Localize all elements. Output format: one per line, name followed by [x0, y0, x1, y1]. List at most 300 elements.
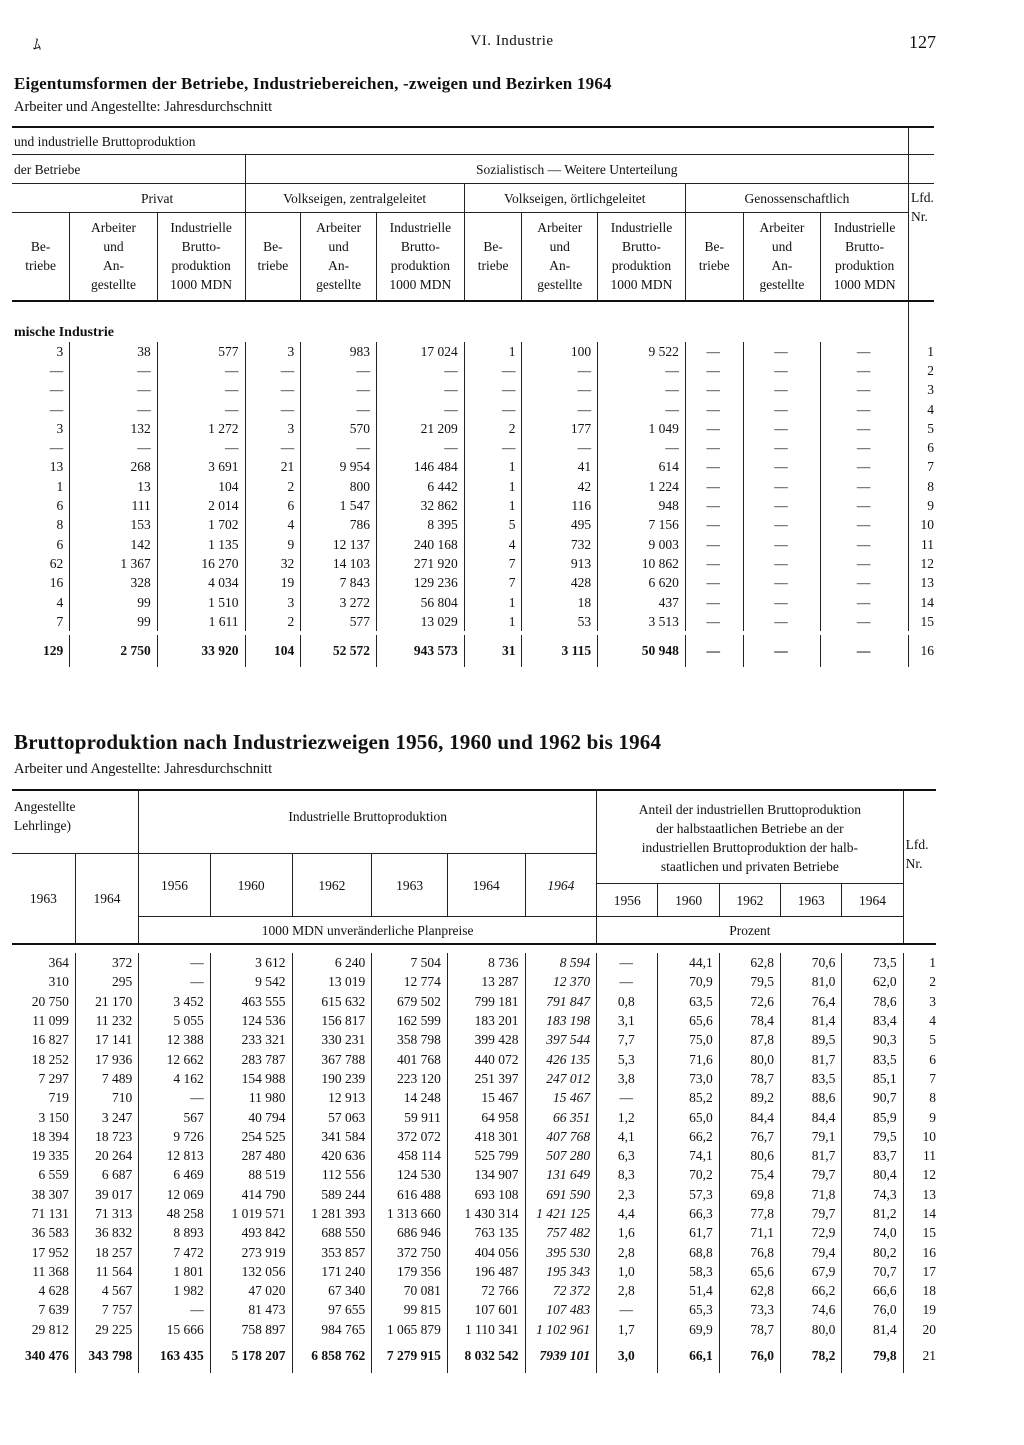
table-cell: 61,7 — [658, 1223, 719, 1242]
table-cell: 62,8 — [719, 1281, 780, 1300]
table-cell: 2,8 — [597, 1242, 658, 1261]
table-cell: 104 — [245, 635, 301, 667]
table-cell: 89,5 — [781, 1030, 842, 1049]
table-cell: — — [685, 534, 743, 553]
table-cell: 59 911 — [372, 1107, 448, 1126]
table-cell: 84,4 — [719, 1107, 780, 1126]
table-cell: 78,4 — [719, 1011, 780, 1030]
table-cell: 21 170 — [75, 992, 138, 1011]
table2-mid-year-1964b: 1964 — [525, 854, 597, 917]
table-row — [12, 1127, 936, 1146]
table-cell: — — [821, 477, 909, 496]
lfd-cell: 21 — [903, 1339, 936, 1373]
table-cell: 3 513 — [598, 612, 686, 631]
table-cell: 397 544 — [525, 1030, 597, 1049]
table-cell: — — [49, 382, 64, 398]
table-cell: — — [743, 380, 821, 399]
table-cell: — — [376, 438, 464, 457]
table-cell: — — [743, 399, 821, 418]
table-cell: 9 — [245, 534, 301, 553]
table-cell: 6 620 — [598, 573, 686, 592]
table-cell: — — [821, 399, 909, 418]
table-row — [12, 1107, 936, 1126]
table-cell: 1 367 — [70, 554, 158, 573]
lfd-cell: 1 — [909, 342, 934, 361]
table-cell: 420 636 — [292, 1146, 372, 1165]
table-cell: — — [301, 380, 377, 399]
table-cell: 8 032 542 — [447, 1339, 525, 1373]
table-cell: 14 103 — [301, 554, 377, 573]
table-cell: 4 567 — [75, 1281, 138, 1300]
table-cell: 83,7 — [842, 1146, 903, 1165]
table-cell: 5 055 — [139, 1011, 211, 1030]
table-cell: 196 487 — [447, 1262, 525, 1281]
table-cell: 414 790 — [210, 1185, 292, 1204]
table-cell: 3 — [56, 420, 64, 436]
table-cell: 418 301 — [447, 1127, 525, 1146]
table-cell: 7 156 — [598, 515, 686, 534]
table-cell: 3 612 — [210, 953, 292, 972]
table-cell: — — [685, 612, 743, 631]
table-cell: — — [685, 457, 743, 476]
table-cell: 732 — [522, 534, 598, 553]
table-cell: 73,5 — [842, 953, 903, 972]
table-cell: 70,7 — [842, 1262, 903, 1281]
table2-right-year-1963: 1963 — [781, 884, 842, 917]
table-cell: 134 907 — [447, 1165, 525, 1184]
lfd-cell: 14 — [903, 1204, 936, 1223]
table-cell: 9 954 — [301, 457, 377, 476]
table-cell: 84,4 — [781, 1107, 842, 1126]
table-cell: — — [821, 457, 909, 476]
table-cell: — — [821, 342, 909, 361]
table-cell: 79,8 — [842, 1339, 903, 1373]
table-cell: 36 583 — [31, 1225, 69, 1241]
table-cell: 7 472 — [139, 1242, 211, 1261]
table-cell: 1,6 — [597, 1223, 658, 1242]
table-cell: 12 137 — [301, 534, 377, 553]
table-cell: 372 750 — [372, 1242, 448, 1261]
table-cell: 112 556 — [292, 1165, 372, 1184]
table2-units-right: Prozent — [597, 917, 904, 945]
table-cell: 183 201 — [447, 1011, 525, 1030]
table-cell: 223 120 — [372, 1069, 448, 1088]
table-cell: 62 — [49, 555, 64, 571]
table-row — [12, 1281, 936, 1300]
table-cell: — — [685, 477, 743, 496]
table-cell: 190 239 — [292, 1069, 372, 1088]
table-cell: 577 — [301, 612, 377, 631]
table-cell: 310 — [48, 974, 69, 990]
table-cell: 177 — [522, 419, 598, 438]
table-cell: 67 340 — [292, 1281, 372, 1300]
table-cell: 6 — [56, 498, 64, 514]
table-cell: 100 — [522, 342, 598, 361]
table-cell: 13 — [49, 459, 64, 475]
table-cell: 131 649 — [525, 1165, 597, 1184]
lfd-cell: 10 — [903, 1127, 936, 1146]
table-cell: 8 594 — [525, 953, 597, 972]
table-cell: 107 601 — [447, 1300, 525, 1319]
table-cell: 4 — [464, 534, 522, 553]
table1-group-privat: Privat — [140, 190, 174, 206]
table-cell: 12 370 — [525, 972, 597, 991]
table-cell: — — [821, 612, 909, 631]
table-cell: 76,0 — [842, 1300, 903, 1319]
lfd-cell: 14 — [909, 592, 934, 611]
table-cell: 2 014 — [157, 496, 245, 515]
table-cell: 80,2 — [842, 1242, 903, 1261]
table-cell: 3 — [245, 342, 301, 361]
table-cell: 66,3 — [658, 1204, 719, 1223]
table-cell: 32 862 — [376, 496, 464, 515]
table-cell: 116 — [522, 496, 598, 515]
table-cell: 18 257 — [75, 1242, 138, 1261]
table-cell: 79,7 — [781, 1204, 842, 1223]
table-cell: — — [464, 380, 522, 399]
table-cell: 763 135 — [447, 1223, 525, 1242]
table-cell: 614 — [598, 457, 686, 476]
table-cell: 6 240 — [292, 953, 372, 972]
table-cell: 800 — [301, 477, 377, 496]
table-cell: 154 988 — [210, 1069, 292, 1088]
table-cell: 353 857 — [292, 1242, 372, 1261]
table-cell: 1 — [464, 342, 522, 361]
table1-colhead-privat-ind: Industrielle Brutto- produktion 1000 MDN — [157, 213, 245, 301]
table-cell: 3 691 — [157, 457, 245, 476]
table-cell: 7 — [464, 554, 522, 573]
table-cell: 18 252 — [31, 1051, 69, 1067]
table2-right-year-1956: 1956 — [597, 884, 658, 917]
table-cell: 9 003 — [598, 534, 686, 553]
table-cell: — — [598, 399, 686, 418]
table-cell: — — [821, 380, 909, 399]
table-cell: 6 — [245, 496, 301, 515]
table-cell: 6,3 — [597, 1146, 658, 1165]
table-cell: 78,7 — [719, 1069, 780, 1088]
table-cell: — — [597, 953, 658, 972]
table-cell: 124 530 — [372, 1165, 448, 1184]
lfd-cell: 5 — [909, 419, 934, 438]
table-cell: 615 632 — [292, 992, 372, 1011]
table-cell: 401 768 — [372, 1049, 448, 1068]
table-cell: 8,3 — [597, 1165, 658, 1184]
table-cell: 79,7 — [781, 1165, 842, 1184]
table-cell: 11 232 — [75, 1011, 138, 1030]
table-cell: 73,0 — [658, 1069, 719, 1088]
table-cell: 4,4 — [597, 1204, 658, 1223]
table-cell: 19 — [245, 573, 301, 592]
table-cell: 8 736 — [447, 953, 525, 972]
table-cell: 80,0 — [781, 1320, 842, 1339]
table-cell: — — [70, 438, 158, 457]
table-cell: 29 225 — [75, 1320, 138, 1339]
table-cell: — — [685, 496, 743, 515]
lfd-cell: 11 — [903, 1146, 936, 1165]
table-cell: — — [139, 972, 211, 991]
table-cell: 57 063 — [292, 1107, 372, 1126]
table-cell: — — [522, 361, 598, 380]
table-cell: 340 476 — [24, 1348, 69, 1364]
table-cell: 3 150 — [38, 1109, 69, 1125]
table1 — [12, 126, 934, 667]
table-cell: 40 794 — [210, 1107, 292, 1126]
table-cell: 3 247 — [75, 1107, 138, 1126]
table-cell: 129 236 — [376, 573, 464, 592]
table-cell: — — [685, 380, 743, 399]
table-cell: 78,2 — [781, 1339, 842, 1373]
table1-lfd-header: Lfd. Nr. — [909, 184, 934, 301]
table-cell: 90,3 — [842, 1030, 903, 1049]
table2-right-year-1962: 1962 — [719, 884, 780, 917]
table2-lfd-header: Lfd. Nr. — [903, 790, 936, 917]
table-cell: 367 788 — [292, 1049, 372, 1068]
table-cell: 179 356 — [372, 1262, 448, 1281]
table-cell: 11 564 — [75, 1262, 138, 1281]
table-cell: — — [743, 457, 821, 476]
table-cell: 48 258 — [139, 1204, 211, 1223]
lfd-cell: 18 — [903, 1281, 936, 1300]
table-cell: — — [139, 1300, 211, 1319]
table-cell: 67,9 — [781, 1262, 842, 1281]
table-cell: — — [821, 592, 909, 611]
table-cell: 3,1 — [597, 1011, 658, 1030]
table-cell: — — [376, 361, 464, 380]
table-cell: 65,3 — [658, 1300, 719, 1319]
table-cell: 1,7 — [597, 1320, 658, 1339]
table-cell: 4 — [245, 515, 301, 534]
table-cell: 1 313 660 — [372, 1204, 448, 1223]
table-cell: 12 913 — [292, 1088, 372, 1107]
table-cell: 426 135 — [525, 1049, 597, 1068]
table-cell: 12 069 — [139, 1185, 211, 1204]
table-cell: 13 287 — [447, 972, 525, 991]
table-cell: 81,7 — [781, 1049, 842, 1068]
table-cell: 343 798 — [75, 1339, 138, 1373]
lfd-cell: 16 — [909, 635, 934, 667]
table-cell: 66,1 — [658, 1339, 719, 1373]
table-cell: 3 272 — [301, 592, 377, 611]
table-cell: 710 — [75, 1088, 138, 1107]
table-cell: 6 687 — [75, 1165, 138, 1184]
table1-colhead-genossen-betriebe: Be- triebe — [685, 213, 743, 301]
table-cell: 81,0 — [781, 972, 842, 991]
table-cell: — — [49, 440, 64, 456]
table-cell: 11 368 — [32, 1263, 69, 1279]
table-cell: 66 351 — [525, 1107, 597, 1126]
table-cell: 32 — [245, 554, 301, 573]
table-cell: — — [49, 362, 64, 378]
table-row — [12, 612, 934, 631]
table-cell: — — [685, 399, 743, 418]
table-cell: 1 510 — [157, 592, 245, 611]
table-cell: 142 — [70, 534, 158, 553]
table-cell: 3,8 — [597, 1069, 658, 1088]
table-cell: 240 168 — [376, 534, 464, 553]
lfd-cell: 3 — [903, 992, 936, 1011]
table-cell: 570 — [301, 419, 377, 438]
table-cell: 6 442 — [376, 477, 464, 496]
table-cell: 17 024 — [376, 342, 464, 361]
table2-ind-brutto: Industrielle Bruttoproduktion — [139, 790, 597, 854]
table-cell: 79,5 — [842, 1127, 903, 1146]
table-cell: — — [376, 380, 464, 399]
table-cell: 76,8 — [719, 1242, 780, 1261]
table2-mid-year-1960: 1960 — [210, 854, 292, 917]
table-cell: — — [597, 1300, 658, 1319]
table-cell: 81,4 — [781, 1011, 842, 1030]
table1-colhead-oertlich-arbeiter: Arbeiter und An- gestellte — [522, 213, 598, 301]
table-cell: — — [685, 361, 743, 380]
table-cell: 65,0 — [658, 1107, 719, 1126]
table-cell: 247 012 — [525, 1069, 597, 1088]
table-cell: 74,1 — [658, 1146, 719, 1165]
table2-title: Bruttoproduktion nach Industriezweigen 1956, 1960 und 1962 bis 1964 — [14, 730, 662, 754]
table-cell: 525 799 — [447, 1146, 525, 1165]
table-cell: — — [743, 361, 821, 380]
table-cell: 65,6 — [719, 1262, 780, 1281]
table-cell: — — [597, 1088, 658, 1107]
table-cell: 195 343 — [525, 1262, 597, 1281]
table-cell: — — [685, 635, 743, 667]
table-cell: 2 — [245, 612, 301, 631]
table-cell: — — [685, 419, 743, 438]
table-cell: 99 — [70, 592, 158, 611]
table-cell: 7 489 — [75, 1069, 138, 1088]
table-cell: 85,2 — [658, 1088, 719, 1107]
table-cell: 428 — [522, 573, 598, 592]
table-cell: 71,1 — [719, 1223, 780, 1242]
table-cell: 437 — [598, 592, 686, 611]
table-cell: 2 — [245, 477, 301, 496]
table-cell: 183 198 — [525, 1011, 597, 1030]
table-row — [12, 1088, 936, 1107]
table-cell: 283 787 — [210, 1049, 292, 1068]
table-cell: 51,4 — [658, 1281, 719, 1300]
table-cell: — — [301, 399, 377, 418]
table-cell: 83,4 — [842, 1011, 903, 1030]
table2 — [12, 789, 936, 1373]
table-row — [12, 361, 934, 380]
table-cell: — — [301, 361, 377, 380]
table-cell: 7 757 — [75, 1300, 138, 1319]
table-row — [12, 1069, 936, 1088]
table-cell: 62,8 — [719, 953, 780, 972]
table-cell: 36 832 — [75, 1223, 138, 1242]
table-cell: 80,0 — [719, 1049, 780, 1068]
table-row — [12, 457, 934, 476]
lfd-cell: 20 — [903, 1320, 936, 1339]
table-cell: 254 525 — [210, 1127, 292, 1146]
table-cell: — — [743, 477, 821, 496]
table1-title: Eigentumsformen der Betriebe, Industriebereichen, -zweigen und Bezirken 1964 — [14, 74, 612, 93]
table-cell: 3 — [245, 592, 301, 611]
lfd-cell: 6 — [909, 438, 934, 457]
table-cell: 132 — [70, 419, 158, 438]
table-cell: 21 209 — [376, 419, 464, 438]
table-cell: — — [821, 438, 909, 457]
table2-mid-year-1963: 1963 — [372, 854, 448, 917]
table-cell: 33 920 — [157, 635, 245, 667]
table-cell: 57,3 — [658, 1185, 719, 1204]
table-cell: 5 — [464, 515, 522, 534]
table-cell: 1 135 — [157, 534, 245, 553]
table-cell: 171 240 — [292, 1262, 372, 1281]
table-cell: — — [464, 438, 522, 457]
table-cell: — — [743, 554, 821, 573]
corner-mark: ﾑ — [33, 37, 42, 54]
table-cell: — — [245, 399, 301, 418]
table-cell: 679 502 — [372, 992, 448, 1011]
table1-group-genossen: Genossenschaftlich — [685, 184, 908, 213]
table-cell: 1 — [464, 477, 522, 496]
lfd-cell: 9 — [903, 1107, 936, 1126]
table1-colhead-genossen-ind: Industrielle Brutto- produktion 1000 MDN — [821, 213, 909, 301]
table-cell: 11 980 — [210, 1088, 292, 1107]
table-cell: 12 662 — [139, 1049, 211, 1068]
table-cell: 3 — [56, 343, 64, 359]
table-cell: 8 395 — [376, 515, 464, 534]
table-cell: 7 297 — [38, 1070, 69, 1086]
table-cell: 2,8 — [597, 1281, 658, 1300]
table-cell: — — [157, 361, 245, 380]
table-cell: — — [376, 399, 464, 418]
table-cell: 31 — [464, 635, 522, 667]
table-cell: — — [743, 515, 821, 534]
table-cell: 15 467 — [447, 1088, 525, 1107]
table-cell: 74,3 — [842, 1185, 903, 1204]
table-cell: 71 313 — [75, 1204, 138, 1223]
table-cell: — — [743, 534, 821, 553]
table-cell: — — [743, 342, 821, 361]
table-cell: 1 611 — [157, 612, 245, 631]
table-row — [12, 515, 934, 534]
table-cell: 15 666 — [139, 1320, 211, 1339]
table-cell: 74,0 — [842, 1223, 903, 1242]
table-cell: — — [743, 592, 821, 611]
table-cell: 719 — [48, 1090, 69, 1106]
table-cell: 17 141 — [75, 1030, 138, 1049]
table1-colhead-oertlich-betriebe: Be- triebe — [464, 213, 522, 301]
table-cell: — — [157, 438, 245, 457]
table-cell: 691 590 — [525, 1185, 597, 1204]
table-cell: 12 813 — [139, 1146, 211, 1165]
lfd-cell: 8 — [909, 477, 934, 496]
table-cell: — — [743, 635, 821, 667]
table-cell: — — [157, 399, 245, 418]
table-row — [12, 1185, 936, 1204]
table-cell: 1,0 — [597, 1262, 658, 1281]
table-cell: — — [685, 342, 743, 361]
table-cell: 1 982 — [139, 1281, 211, 1300]
table-cell: 9 522 — [598, 342, 686, 361]
table-cell: 11 099 — [32, 1013, 69, 1029]
table-cell: 68,8 — [658, 1242, 719, 1261]
table-cell: 3 452 — [139, 992, 211, 1011]
table-row — [12, 554, 934, 573]
table-cell: 399 428 — [447, 1030, 525, 1049]
table1-subtitle: Arbeiter und Angestellte: Jahresdurchschnitt — [14, 99, 273, 115]
table-cell: 83,5 — [842, 1049, 903, 1068]
table-cell: — — [743, 419, 821, 438]
table-cell: 87,8 — [719, 1030, 780, 1049]
table-cell: 16 827 — [31, 1032, 69, 1048]
table2-year-1964: 1964 — [75, 854, 138, 945]
table-cell: 758 897 — [210, 1320, 292, 1339]
table-cell: 4 034 — [157, 573, 245, 592]
table-cell: 69,9 — [658, 1320, 719, 1339]
table-cell: — — [743, 573, 821, 592]
